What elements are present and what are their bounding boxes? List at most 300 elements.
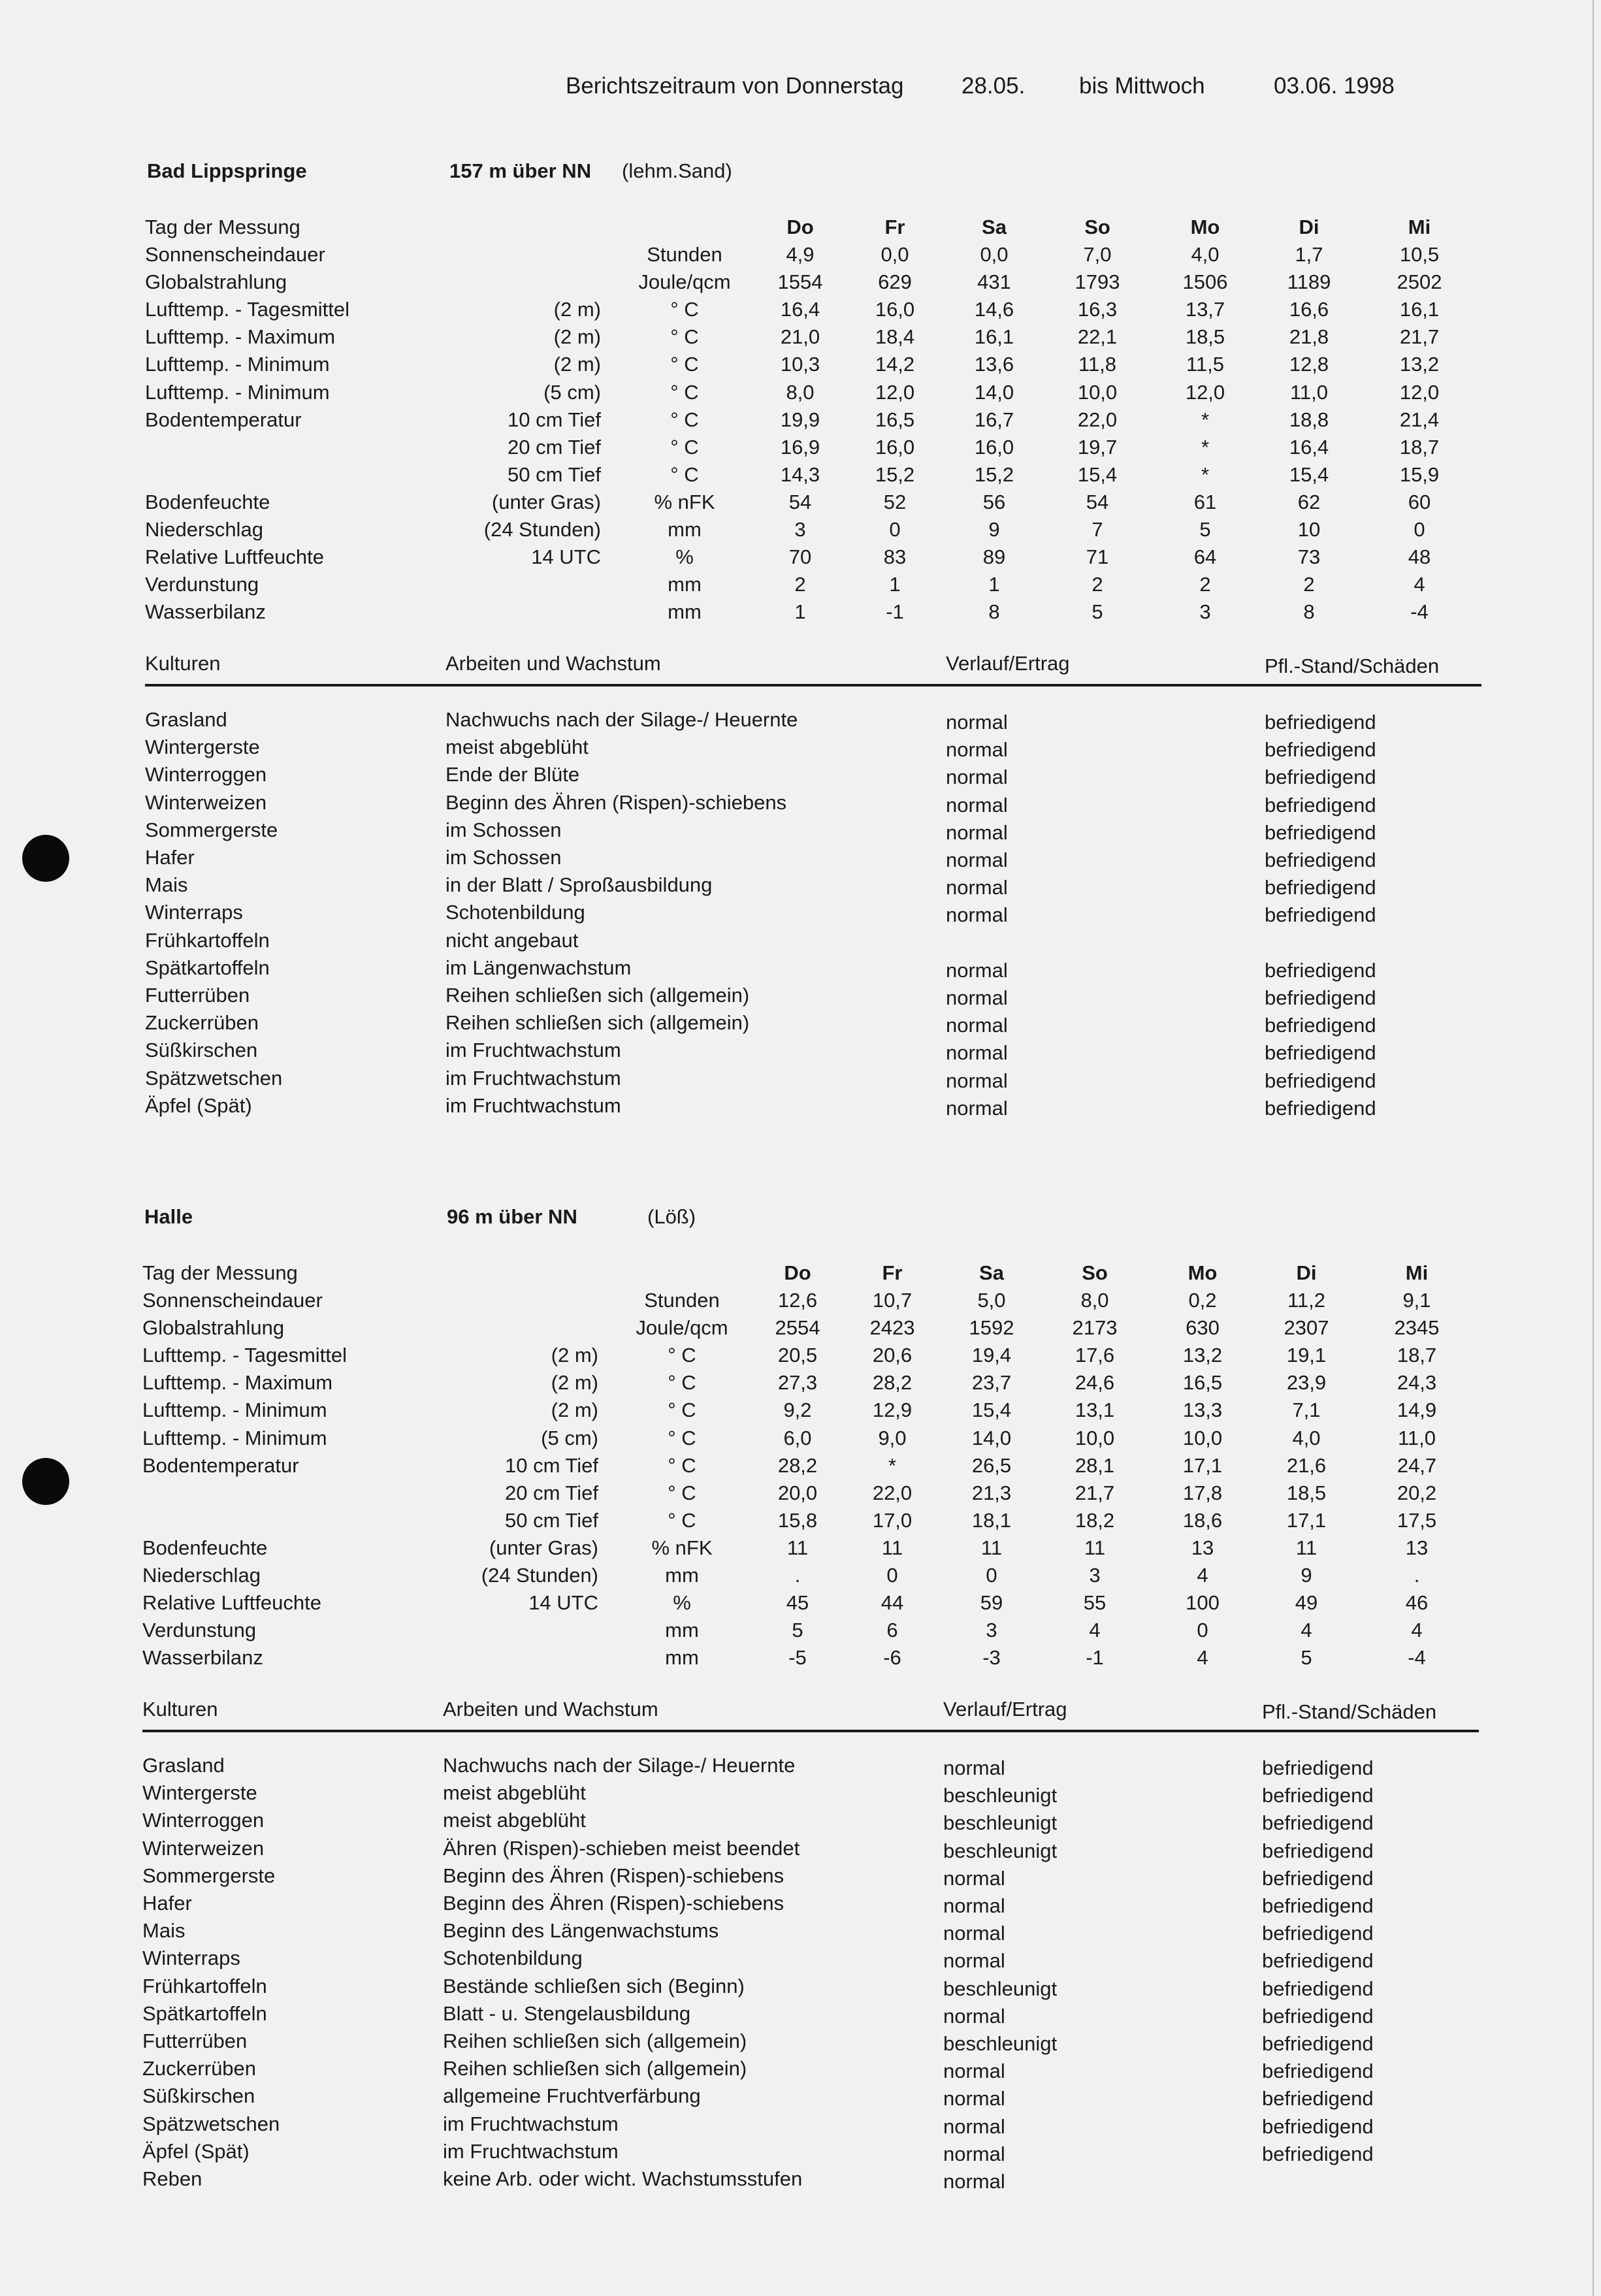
- measure-value: 11: [881, 1536, 903, 1559]
- crop-work: meist abgeblüht: [443, 1781, 586, 1804]
- measure-value: 1793: [1075, 270, 1120, 293]
- measure-value: 20,2: [1397, 1481, 1437, 1504]
- measure-value: 0,0: [980, 243, 1009, 266]
- measure-value: 10,0: [1077, 381, 1118, 404]
- measure-value: 19,1: [1286, 1344, 1327, 1366]
- day-header: Do: [786, 216, 814, 238]
- measure-value: 1: [988, 573, 1000, 596]
- crop-state: befriedigend: [1265, 1041, 1376, 1064]
- station-block-halle: [0, 1205, 1601, 2193]
- crop-name: Süßkirschen: [145, 1039, 258, 1061]
- crop-work: Ähren (Rispen)-schieben meist beendet: [443, 1837, 800, 1860]
- measure-value: 10,0: [1182, 1427, 1223, 1449]
- measure-value: 1189: [1287, 270, 1331, 293]
- measure-unit: Joule/qcm: [636, 1316, 728, 1339]
- measure-value: 13,7: [1185, 298, 1225, 321]
- days-label: Tag der Messung: [145, 216, 300, 238]
- measure-qualifier: (unter Gras): [491, 491, 601, 513]
- measure-value: 17,1: [1286, 1509, 1327, 1532]
- measure-unit: ° C: [670, 463, 699, 486]
- measure-label: Niederschlag: [142, 1564, 261, 1587]
- day-header: Fr: [884, 216, 905, 238]
- measure-value: 16,5: [875, 408, 915, 431]
- crop-name: Mais: [142, 1919, 186, 1942]
- measure-value: 70: [788, 545, 812, 568]
- measure-value: 11,0: [1289, 381, 1329, 404]
- measure-value: 15,4: [1077, 463, 1118, 486]
- crop-name: Spätzwetschen: [142, 2112, 280, 2135]
- measure-value: *: [1201, 463, 1210, 486]
- measure-qualifier: 14 UTC: [531, 545, 601, 568]
- measure-value: 15,8: [777, 1509, 818, 1532]
- measure-value: 2: [1303, 573, 1315, 596]
- measure-value: 3: [986, 1619, 997, 1641]
- measure-value: 26,5: [971, 1454, 1012, 1477]
- measure-value: 60: [1408, 491, 1431, 513]
- measure-label: Bodentemperatur: [142, 1454, 299, 1477]
- crop-course: normal: [946, 1041, 1008, 1064]
- measure-value: 0,0: [881, 243, 909, 266]
- measure-unit: ° C: [670, 381, 699, 404]
- measure-value: 17,0: [872, 1509, 913, 1532]
- measure-value: 16,3: [1077, 298, 1118, 321]
- period-date-to: 03.06. 1998: [1274, 73, 1395, 99]
- day-header: Di: [1296, 1261, 1317, 1284]
- crop-course: beschleunigt: [943, 1784, 1058, 1807]
- day-header: Mi: [1408, 216, 1431, 238]
- measure-label: Lufttemp. - Minimum: [142, 1399, 327, 1421]
- measure-value: 61: [1193, 491, 1217, 513]
- measure-label: Lufttemp. - Minimum: [145, 353, 330, 376]
- measure-value: 56: [982, 491, 1006, 513]
- crop-name: Hafer: [145, 846, 195, 869]
- measure-qualifier: (unter Gras): [489, 1536, 598, 1559]
- measure-value: -3: [982, 1646, 1001, 1669]
- crop-course: normal: [943, 1756, 1005, 1779]
- measure-value: 73: [1297, 545, 1321, 568]
- measure-value: -6: [883, 1646, 901, 1669]
- measure-value: 17,6: [1075, 1344, 1115, 1366]
- crop-course: normal: [943, 2115, 1005, 2138]
- measure-value: 4: [1197, 1646, 1208, 1669]
- day-header: So: [1082, 1261, 1108, 1284]
- measure-label: Lufttemp. - Tagesmittel: [142, 1344, 348, 1366]
- crop-name: Spätkartoffeln: [145, 956, 270, 979]
- measure-value: 17,5: [1397, 1509, 1437, 1532]
- crop-work: im Schossen: [445, 818, 562, 841]
- measure-value: 2: [1092, 573, 1103, 596]
- crop-course: beschleunigt: [943, 2032, 1058, 2055]
- measure-value: 22,0: [872, 1481, 913, 1504]
- crop-course: normal: [946, 1097, 1008, 1120]
- measure-value: 28,2: [777, 1454, 818, 1477]
- measure-value: 11: [1084, 1536, 1106, 1559]
- period-mid: bis Mittwoch: [1079, 73, 1205, 99]
- crop-course: normal: [946, 711, 1008, 734]
- crop-state: befriedigend: [1262, 2060, 1374, 2082]
- crop-name: Spätkartoffeln: [142, 2002, 267, 2025]
- measure-value: 62: [1297, 491, 1321, 513]
- measure-value: 9,0: [878, 1427, 907, 1449]
- measure-unit: Joule/qcm: [638, 270, 731, 293]
- crop-state: befriedigend: [1265, 876, 1376, 899]
- crop-course: normal: [943, 2142, 1005, 2165]
- crops-header-state: Pfl.-Stand/Schäden: [1262, 1700, 1437, 1723]
- crop-course: normal: [946, 986, 1008, 1009]
- measure-value: 21,7: [1399, 325, 1440, 348]
- crop-name: Wintergerste: [145, 736, 260, 758]
- measure-unit: mm: [668, 573, 702, 596]
- measure-label: Bodenfeuchte: [142, 1536, 268, 1559]
- station-soil: (Löß): [647, 1205, 696, 1228]
- measure-value: 0: [1197, 1619, 1208, 1641]
- crop-state: befriedigend: [1262, 2032, 1374, 2055]
- measure-qualifier: (2 m): [553, 298, 601, 321]
- measure-value: 7: [1092, 518, 1103, 541]
- day-header: Di: [1299, 216, 1319, 238]
- crops-header-course: Verlauf/Ertrag: [943, 1698, 1067, 1721]
- measure-value: 5: [1199, 518, 1211, 541]
- day-header: Sa: [979, 1261, 1004, 1284]
- measure-value: 64: [1193, 545, 1217, 568]
- measure-qualifier: (5 cm): [541, 1427, 598, 1449]
- crop-state: befriedigend: [1265, 1069, 1376, 1092]
- measure-qualifier: 10 cm Tief: [508, 408, 601, 431]
- measure-unit: Stunden: [647, 243, 722, 266]
- crop-work: Reihen schließen sich (allgemein): [445, 1011, 750, 1034]
- crop-state: befriedigend: [1262, 1894, 1374, 1917]
- measure-unit: ° C: [668, 1344, 696, 1366]
- measure-value: *: [1201, 408, 1210, 431]
- measure-label: Lufttemp. - Maximum: [145, 325, 336, 348]
- crop-work: Nachwuchs nach der Silage-/ Heuernte: [445, 708, 798, 731]
- measure-value: 10,3: [780, 353, 820, 376]
- crop-course: normal: [946, 794, 1008, 817]
- period-prefix: Berichtszeitraum von Donnerstag: [566, 73, 904, 99]
- day-header: Mo: [1190, 216, 1220, 238]
- crop-name: Äpfel (Spät): [142, 2140, 250, 2163]
- crop-state: befriedigend: [1262, 1867, 1374, 1890]
- crop-name: Frühkartoffeln: [142, 1975, 267, 1997]
- measure-value: 8,0: [786, 381, 815, 404]
- measure-unit: %: [675, 545, 694, 568]
- crop-state: befriedigend: [1265, 766, 1376, 788]
- measure-qualifier: (2 m): [551, 1371, 598, 1394]
- measure-value: 11,2: [1287, 1289, 1326, 1312]
- measure-unit: % nFK: [651, 1536, 713, 1559]
- measure-unit: Stunden: [644, 1289, 720, 1312]
- crop-course: normal: [943, 2060, 1005, 2082]
- measure-value: 0: [1414, 518, 1425, 541]
- measure-value: 11,0: [1397, 1427, 1436, 1449]
- measure-unit: mm: [668, 600, 702, 623]
- measure-label: Wasserbilanz: [145, 600, 266, 623]
- measure-label: Sonnenscheindauer: [142, 1289, 323, 1312]
- measure-value: 9,2: [783, 1399, 812, 1421]
- crop-work: Ende der Blüte: [445, 763, 580, 786]
- measure-value: 9: [988, 518, 1000, 541]
- crop-work: Reihen schließen sich (allgemein): [443, 2057, 747, 2080]
- measure-value: 17,8: [1182, 1481, 1223, 1504]
- crop-name: Wintergerste: [142, 1781, 257, 1804]
- crop-state: befriedigend: [1262, 2115, 1374, 2138]
- measure-value: 16,0: [974, 436, 1014, 459]
- measure-value: -4: [1410, 600, 1429, 623]
- measure-value: 12,9: [872, 1399, 913, 1421]
- crop-state: befriedigend: [1265, 986, 1376, 1009]
- measure-value: 12,8: [1289, 353, 1329, 376]
- crop-name: Winterweizen: [142, 1837, 265, 1860]
- measure-value: 20,5: [777, 1344, 818, 1366]
- measure-unit: ° C: [668, 1454, 696, 1477]
- measure-value: 15,2: [875, 463, 915, 486]
- crop-course: normal: [946, 903, 1008, 926]
- measure-value: 12,0: [875, 381, 915, 404]
- crop-course: normal: [946, 821, 1008, 844]
- measure-unit: ° C: [670, 353, 699, 376]
- station-altitude: 157 m über NN: [449, 159, 592, 182]
- measure-value: 16,4: [1289, 436, 1329, 459]
- measure-label: Globalstrahlung: [142, 1316, 285, 1339]
- measure-value: 23,7: [971, 1371, 1012, 1394]
- measure-qualifier: 14 UTC: [528, 1591, 598, 1614]
- measure-value: 24,6: [1075, 1371, 1115, 1394]
- day-header: Sa: [982, 216, 1007, 238]
- measure-qualifier: 50 cm Tief: [508, 463, 601, 486]
- measure-value: -1: [886, 600, 904, 623]
- measure-value: 12,0: [1399, 381, 1440, 404]
- station-name: Halle: [144, 1205, 193, 1228]
- crop-name: Winterroggen: [145, 763, 267, 786]
- measure-value: 18,5: [1286, 1481, 1327, 1504]
- measure-value: 12,0: [1185, 381, 1225, 404]
- measure-value: 11: [980, 1536, 1003, 1559]
- measure-value: 21,3: [971, 1481, 1012, 1504]
- measure-value: 18,8: [1289, 408, 1329, 431]
- measure-value: 5: [1092, 600, 1103, 623]
- measure-value: 16,4: [780, 298, 820, 321]
- measure-unit: ° C: [670, 436, 699, 459]
- measure-value: 4: [1411, 1619, 1423, 1641]
- crop-name: Sommergerste: [142, 1864, 276, 1887]
- measure-unit: mm: [665, 1646, 699, 1669]
- crop-work: Schotenbildung: [445, 901, 585, 924]
- measure-value: 15,4: [1289, 463, 1329, 486]
- measure-value: 2: [1199, 573, 1211, 596]
- crop-course: normal: [943, 1949, 1005, 1972]
- measure-value: 2173: [1072, 1316, 1118, 1339]
- measure-value: 11,8: [1078, 353, 1117, 376]
- measure-value: 6,0: [783, 1427, 812, 1449]
- measure-unit: ° C: [668, 1427, 696, 1449]
- measure-value: 0: [986, 1564, 997, 1587]
- measure-label: Globalstrahlung: [145, 270, 287, 293]
- measure-unit: %: [673, 1591, 691, 1614]
- crop-work: Beginn des Ähren (Rispen)-schiebens: [443, 1864, 784, 1887]
- crop-state: befriedigend: [1262, 1839, 1374, 1862]
- measure-value: 11,5: [1186, 353, 1225, 376]
- measure-qualifier: (2 m): [551, 1344, 598, 1366]
- measure-unit: ° C: [668, 1481, 696, 1504]
- measure-value: 89: [982, 545, 1006, 568]
- measure-value: 14,2: [875, 353, 915, 376]
- crop-state: befriedigend: [1262, 1977, 1374, 2000]
- measure-value: 2307: [1284, 1316, 1329, 1339]
- measure-value: 630: [1186, 1316, 1220, 1339]
- measure-label: Bodentemperatur: [145, 408, 302, 431]
- measure-value: 15,9: [1399, 463, 1440, 486]
- measure-value: 10: [1297, 518, 1321, 541]
- crop-name: Mais: [145, 873, 188, 896]
- crop-work: nicht angebaut: [445, 929, 579, 952]
- crop-name: Reben: [142, 2167, 202, 2190]
- crop-work: im Fruchtwachstum: [443, 2112, 619, 2135]
- crop-name: Winterraps: [145, 901, 243, 924]
- measure-value: 4: [1301, 1619, 1312, 1641]
- crop-course: normal: [943, 1867, 1005, 1890]
- station-name: Bad Lippspringe: [147, 159, 307, 182]
- measure-value: 7,1: [1292, 1399, 1321, 1421]
- measure-value: 431: [977, 270, 1011, 293]
- crop-state: befriedigend: [1262, 1949, 1374, 1972]
- measure-value: 1: [794, 600, 806, 623]
- measure-value: 12,6: [777, 1289, 818, 1312]
- measure-qualifier: 20 cm Tief: [508, 436, 601, 459]
- measure-value: 16,1: [1399, 298, 1440, 321]
- measure-value: 22,0: [1077, 408, 1118, 431]
- measure-value: 1,7: [1295, 243, 1323, 266]
- measure-value: 54: [788, 491, 812, 513]
- measure-label: Niederschlag: [145, 518, 263, 541]
- measure-value: 3: [794, 518, 806, 541]
- measure-value: 14,0: [974, 381, 1014, 404]
- day-header: So: [1084, 216, 1110, 238]
- crop-name: Frühkartoffeln: [145, 929, 270, 952]
- measure-value: 4,0: [1292, 1427, 1321, 1449]
- day-header: Mo: [1188, 1261, 1218, 1284]
- measure-value: 5,0: [977, 1289, 1006, 1312]
- measure-value: 48: [1408, 545, 1431, 568]
- measure-value: 13,3: [1182, 1399, 1223, 1421]
- measure-value: 52: [883, 491, 907, 513]
- measure-value: 14,9: [1397, 1399, 1437, 1421]
- measure-value: -1: [1086, 1646, 1104, 1669]
- crop-name: Futterrüben: [142, 2029, 248, 2052]
- day-header: Mi: [1405, 1261, 1429, 1284]
- measure-value: 54: [1086, 491, 1109, 513]
- measure-value: 10,0: [1075, 1427, 1115, 1449]
- crops-header-crop: Kulturen: [145, 652, 221, 675]
- measure-value: 16,6: [1289, 298, 1329, 321]
- crop-course: beschleunigt: [943, 1839, 1058, 1862]
- measure-value: 15,4: [971, 1399, 1012, 1421]
- measure-qualifier: (2 m): [553, 353, 601, 376]
- measure-value: 11: [1295, 1536, 1318, 1559]
- days-label: Tag der Messung: [142, 1261, 298, 1284]
- measure-value: 19,4: [971, 1344, 1012, 1366]
- crop-work: meist abgeblüht: [445, 736, 589, 758]
- measure-value: 14,0: [971, 1427, 1012, 1449]
- measure-value: 45: [786, 1591, 809, 1614]
- measure-value: 0: [886, 1564, 898, 1587]
- measure-value: 10,5: [1399, 243, 1440, 266]
- crops-header-crop: Kulturen: [142, 1698, 218, 1721]
- measure-value: 27,3: [777, 1371, 818, 1394]
- measure-label: Lufttemp. - Maximum: [142, 1371, 333, 1394]
- crop-course: normal: [943, 1922, 1005, 1945]
- crop-state: befriedigend: [1262, 1784, 1374, 1807]
- measure-qualifier: (2 m): [553, 325, 601, 348]
- measure-value: 2345: [1394, 1316, 1440, 1339]
- measure-label: Lufttemp. - Tagesmittel: [145, 298, 350, 321]
- measure-value: 15,2: [974, 463, 1014, 486]
- crop-work: Beginn des Längenwachstums: [443, 1919, 719, 1942]
- crop-work: keine Arb. oder wicht. Wachstumsstufen: [443, 2167, 803, 2190]
- measure-value: 18,7: [1399, 436, 1440, 459]
- crop-state: befriedigend: [1265, 738, 1376, 761]
- measure-unit: ° C: [668, 1509, 696, 1532]
- crop-work: Beginn des Ähren (Rispen)-schiebens: [443, 1892, 784, 1915]
- measure-value: 13,2: [1182, 1344, 1223, 1366]
- measure-value: 16,9: [780, 436, 820, 459]
- measure-value: 3: [1199, 600, 1211, 623]
- crop-course: normal: [946, 1014, 1008, 1037]
- measure-value: 18,4: [875, 325, 915, 348]
- crop-name: Futterrüben: [145, 984, 250, 1007]
- day-header: Do: [784, 1261, 811, 1284]
- measure-value: 13: [1191, 1536, 1214, 1559]
- measure-value: -5: [788, 1646, 807, 1669]
- measure-value: 13,6: [974, 353, 1014, 376]
- measure-value: 19,7: [1077, 436, 1118, 459]
- measure-value: 13: [1405, 1536, 1429, 1559]
- crop-work: im Fruchtwachstum: [445, 1067, 621, 1090]
- crop-course: beschleunigt: [943, 1811, 1058, 1834]
- measure-value: 18,6: [1182, 1509, 1223, 1532]
- crop-course: normal: [943, 2170, 1005, 2193]
- measure-label: Relative Luftfeuchte: [142, 1591, 322, 1614]
- measure-value: 7,0: [1083, 243, 1112, 266]
- measure-value: 83: [883, 545, 907, 568]
- measure-value: 46: [1405, 1591, 1429, 1614]
- crop-state: befriedigend: [1262, 1811, 1374, 1834]
- measure-value: 14,6: [974, 298, 1014, 321]
- measure-value: 49: [1295, 1591, 1318, 1614]
- measure-value: 3: [1089, 1564, 1101, 1587]
- measure-qualifier: (2 m): [551, 1399, 598, 1421]
- measure-label: Bodenfeuchte: [145, 491, 270, 513]
- crop-state: befriedigend: [1262, 2142, 1374, 2165]
- crops-header-rule: [142, 1730, 1479, 1732]
- measure-value: 16,0: [875, 436, 915, 459]
- measure-value: 18,1: [971, 1509, 1012, 1532]
- measure-label: Wasserbilanz: [142, 1646, 263, 1669]
- measure-value: 1592: [969, 1316, 1014, 1339]
- crop-work: im Schossen: [445, 846, 562, 869]
- measure-value: 21,0: [780, 325, 820, 348]
- measure-value: 21,4: [1399, 408, 1440, 431]
- crop-state: befriedigend: [1265, 794, 1376, 817]
- crop-state: befriedigend: [1265, 959, 1376, 982]
- day-header: Fr: [882, 1261, 903, 1284]
- measure-value: 1506: [1182, 270, 1228, 293]
- measure-unit: ° C: [670, 298, 699, 321]
- measure-label: Sonnenscheindauer: [145, 243, 325, 266]
- measure-value: 13,2: [1399, 353, 1440, 376]
- measure-qualifier: 10 cm Tief: [505, 1454, 598, 1477]
- crop-name: Sommergerste: [145, 818, 278, 841]
- crop-state: befriedigend: [1262, 2005, 1374, 2028]
